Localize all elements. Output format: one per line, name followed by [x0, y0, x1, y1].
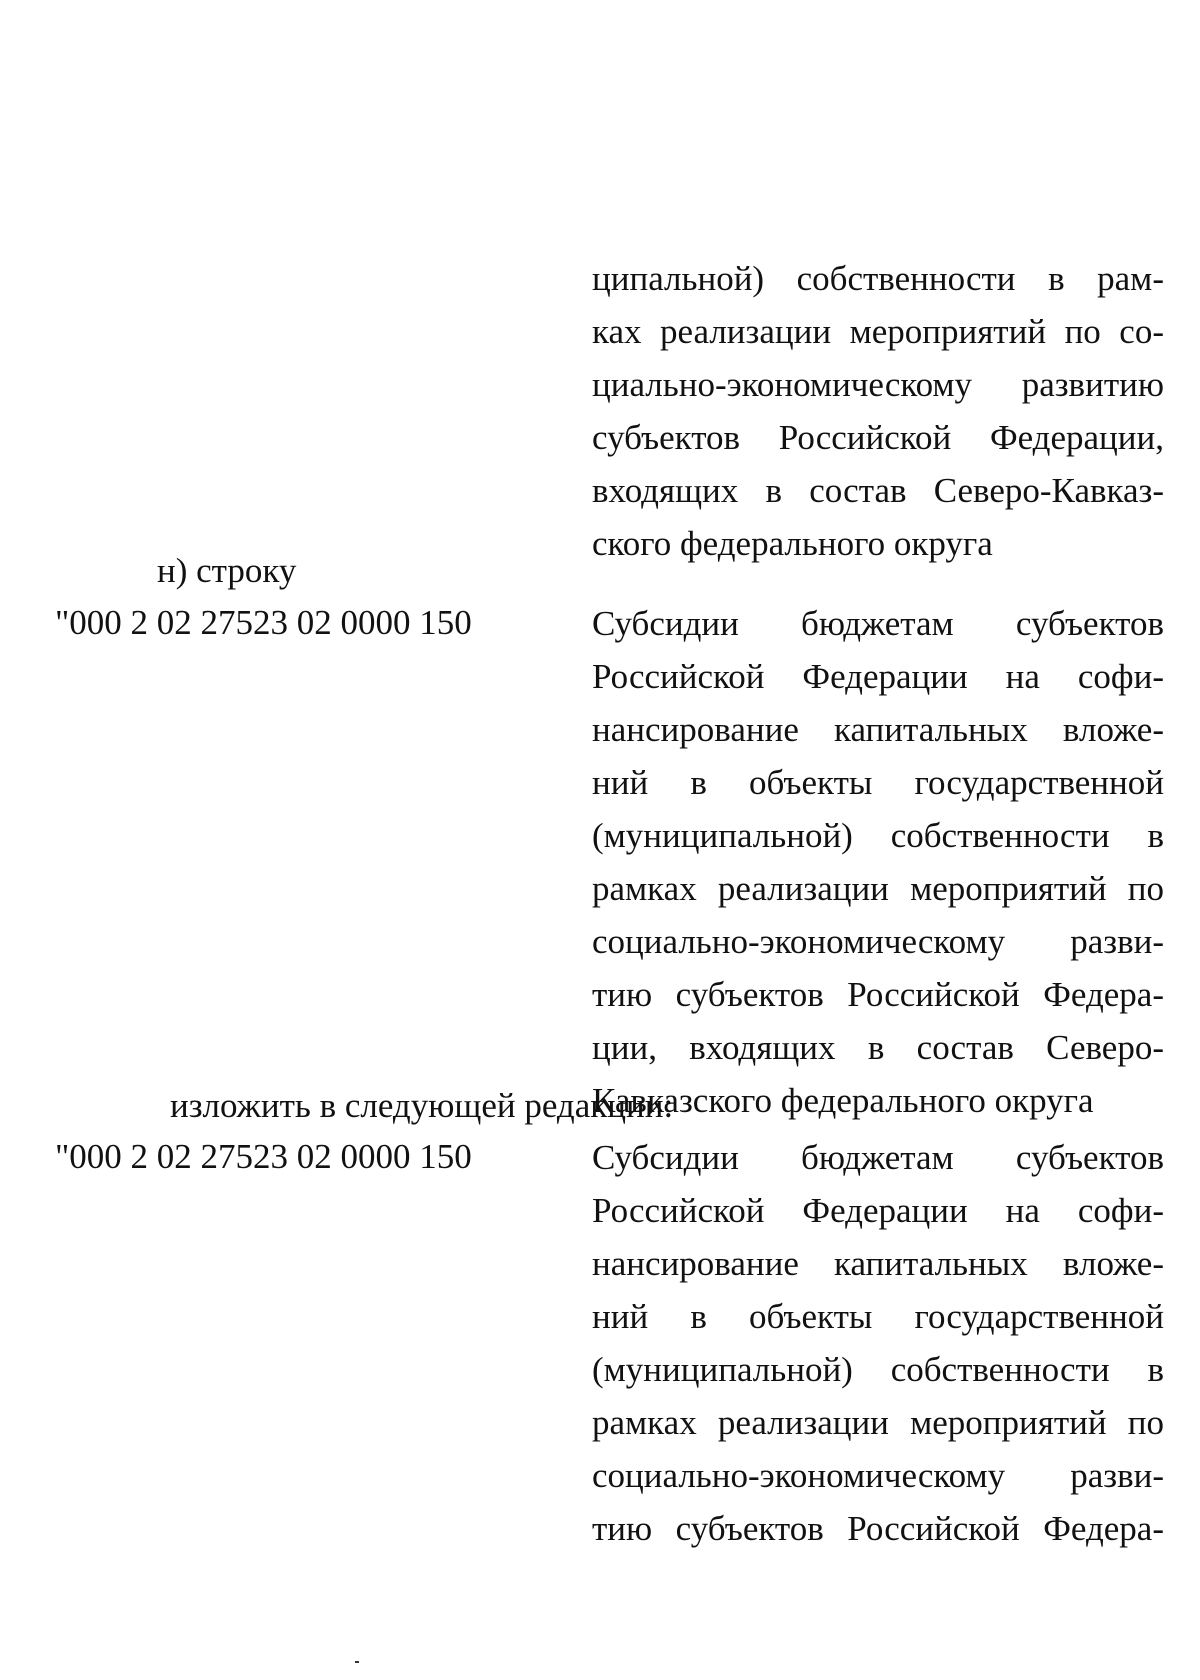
row-old-description — [592, 597, 1164, 1127]
paragraph-line: Российской Федерации на софи- — [592, 657, 1164, 696]
paragraph-line: ского федерального округа — [592, 524, 993, 563]
continuation-paragraph — [592, 252, 1164, 570]
scan-speck — [355, 1661, 359, 1663]
paragraph-line: Субсидии бюджетам субъектов — [592, 604, 1164, 643]
paragraph-line: ции, входящих в состав Северо- — [592, 1028, 1164, 1067]
paragraph-line: Кавказского федерального округа — [592, 1081, 1094, 1120]
paragraph-line: (муниципальной) собственности в — [592, 816, 1164, 855]
item-n-label: н) строку — [157, 551, 297, 590]
paragraph-line: нансирование капитальных вложе- — [592, 710, 1164, 749]
paragraph-line: социально-экономическому разви- — [592, 1456, 1164, 1495]
paragraph-line: рамках реализации мероприятий по — [592, 1403, 1164, 1442]
paragraph-line: циально-экономическому развитию — [592, 365, 1164, 404]
paragraph-line: Российской Федерации на софи- — [592, 1191, 1164, 1230]
paragraph-line: ципальной) собственности в рам- — [592, 259, 1164, 298]
paragraph-line: ний в объекты государственной — [592, 1297, 1164, 1336]
paragraph-line: (муниципальной) собственности в — [592, 1350, 1164, 1389]
paragraph-line: нансирование капитальных вложе- — [592, 1244, 1164, 1283]
paragraph-line: входящих в состав Северо-Кавказ- — [592, 471, 1164, 510]
instruction-text: изложить в следующей редакции: — [170, 1086, 674, 1125]
budget-code-old: "000 2 02 27523 02 0000 150 — [55, 603, 472, 642]
paragraph-line: тию субъектов Российской Федера- — [592, 1509, 1164, 1548]
row-new-description — [592, 1131, 1164, 1555]
paragraph-line: рамках реализации мероприятий по — [592, 869, 1164, 908]
paragraph-line: ках реализации мероприятий по со- — [592, 312, 1164, 351]
paragraph-line: Субсидии бюджетам субъектов — [592, 1138, 1164, 1177]
paragraph-line: субъектов Российской Федерации, — [592, 418, 1164, 457]
paragraph-line: социально-экономическому разви- — [592, 922, 1164, 961]
paragraph-line: тию субъектов Российской Федера- — [592, 975, 1164, 1014]
paragraph-line: ний в объекты государственной — [592, 763, 1164, 802]
budget-code-new: "000 2 02 27523 02 0000 150 — [55, 1137, 472, 1176]
